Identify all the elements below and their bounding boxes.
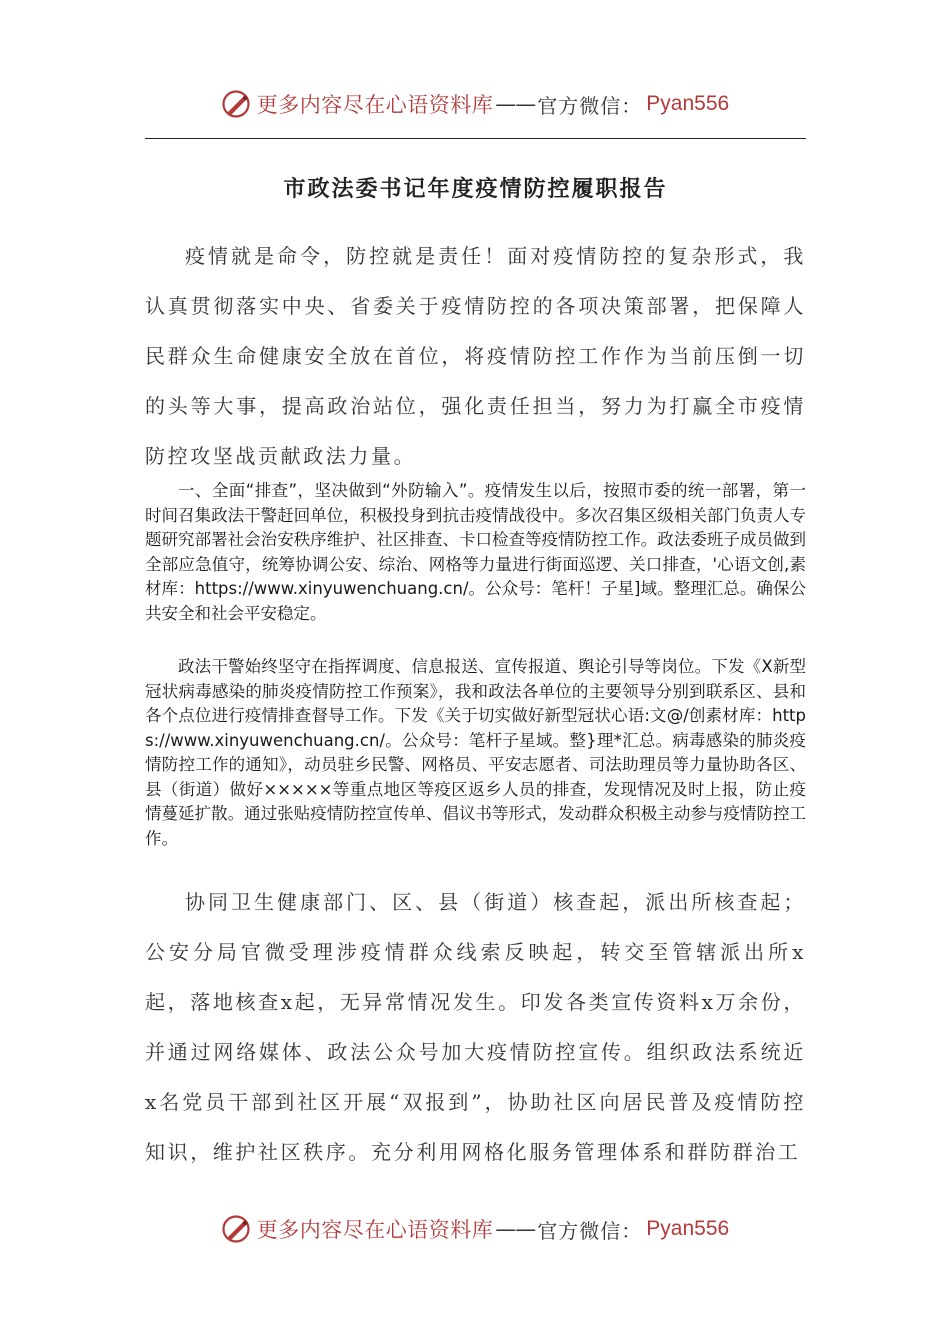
banner-wechat-id: Pyan556: [646, 1217, 730, 1240]
footer-banner: [0, 1207, 950, 1251]
paragraph-officers: 政法干警始终坚守在指挥调度、信息报送、宣传报道、舆论引导等岗位。下发《X新型冠状病毒感染的肺炎疫情防控工作预案》，我和政法各单位的主要领导分别到联系区、县和各个点位进行疫情排查督导工作。下发《关于切实做好新型冠状心语:文@/创素材库：https://www.xinyuwenchuang.cn/。公众号：笔杆子星域。整}理*汇总。病毒感染的肺炎疫情防控工作的通知》，动员驻乡民警、网格员、平安志愿者、司法助理员等力量协助各区、县（街道）做好×××××等重点地区等疫区返乡人员的排查，发现情况及时上报，防止疫情蔓延扩散。通过张贴疫情防控宣传单、倡议书等形式，发动群众积极主动参与疫情防控工作。: [145, 657, 806, 848]
banner-wechat-id: Pyan556: [646, 92, 730, 115]
banner-dash: ——: [495, 1217, 536, 1241]
paragraph-coordination: 协同卫生健康部门、区、县（街道）核查起，派出所核查起；公安分局官微受理涉疫情群众线索反映起，转交至管辖派出所x起，落地核查x起，无异常情况发生。印发各类宣传资料x万余份，并通过网络媒体、政法公众号加大疫情防控宣传。组织政法系统近x名党员干部到社区开展“双报到”，协助社区向居民普及疫情防控知识，维护社区秩序。充分利用网格化服务管理体系和群防群治工: [145, 890, 806, 1164]
pen-logo-icon: [221, 89, 251, 119]
header-banner: [0, 82, 950, 126]
pen-logo-icon: [221, 1214, 251, 1244]
banner-brand-text: 更多内容尽在心语资料库: [256, 93, 494, 117]
header-rule: [145, 138, 806, 139]
banner-brand-text: 更多内容尽在心语资料库: [256, 1218, 494, 1242]
banner-dash: ——: [495, 92, 536, 116]
paragraph-section-one: 一、全面“排查”，坚决做到“外防输入”。疫情发生以后，按照市委的统一部署，第一时间召集政法干警赶回单位，积极投身到抗击疫情战役中。多次召集区级相关部门负责人专题研究部署社会治安秩序维护、社区排查、卡口检查等疫情防控工作。政法委班子成员做到全部应急值守，统筹协调公安、综治、网格等力量进行街面巡逻、关口排查，'心语文创,素材库：https://www.xinyuwenchuang.cn/。公众号：笔杆！子星]域。整理汇总。确保公共安全和社会平安稳定。: [145, 481, 806, 623]
banner-official-label: 官方微信：: [537, 93, 643, 118]
paragraph-intro: 疫情就是命令，防控就是责任！面对疫情防控的复杂形式，我认真贯彻落实中央、省委关于疫情防控的各项决策部署，把保障人民群众生命健康安全放在首位，将疫情防控工作作为当前压倒一切的头等大事，提高政治站位，强化责任担当，努力为打赢全市疫情防控攻坚战贡献政法力量。: [145, 244, 806, 468]
document-title: 市政法委书记年度疫情防控履职报告: [283, 176, 668, 202]
banner-official-label: 官方微信：: [537, 1218, 643, 1243]
